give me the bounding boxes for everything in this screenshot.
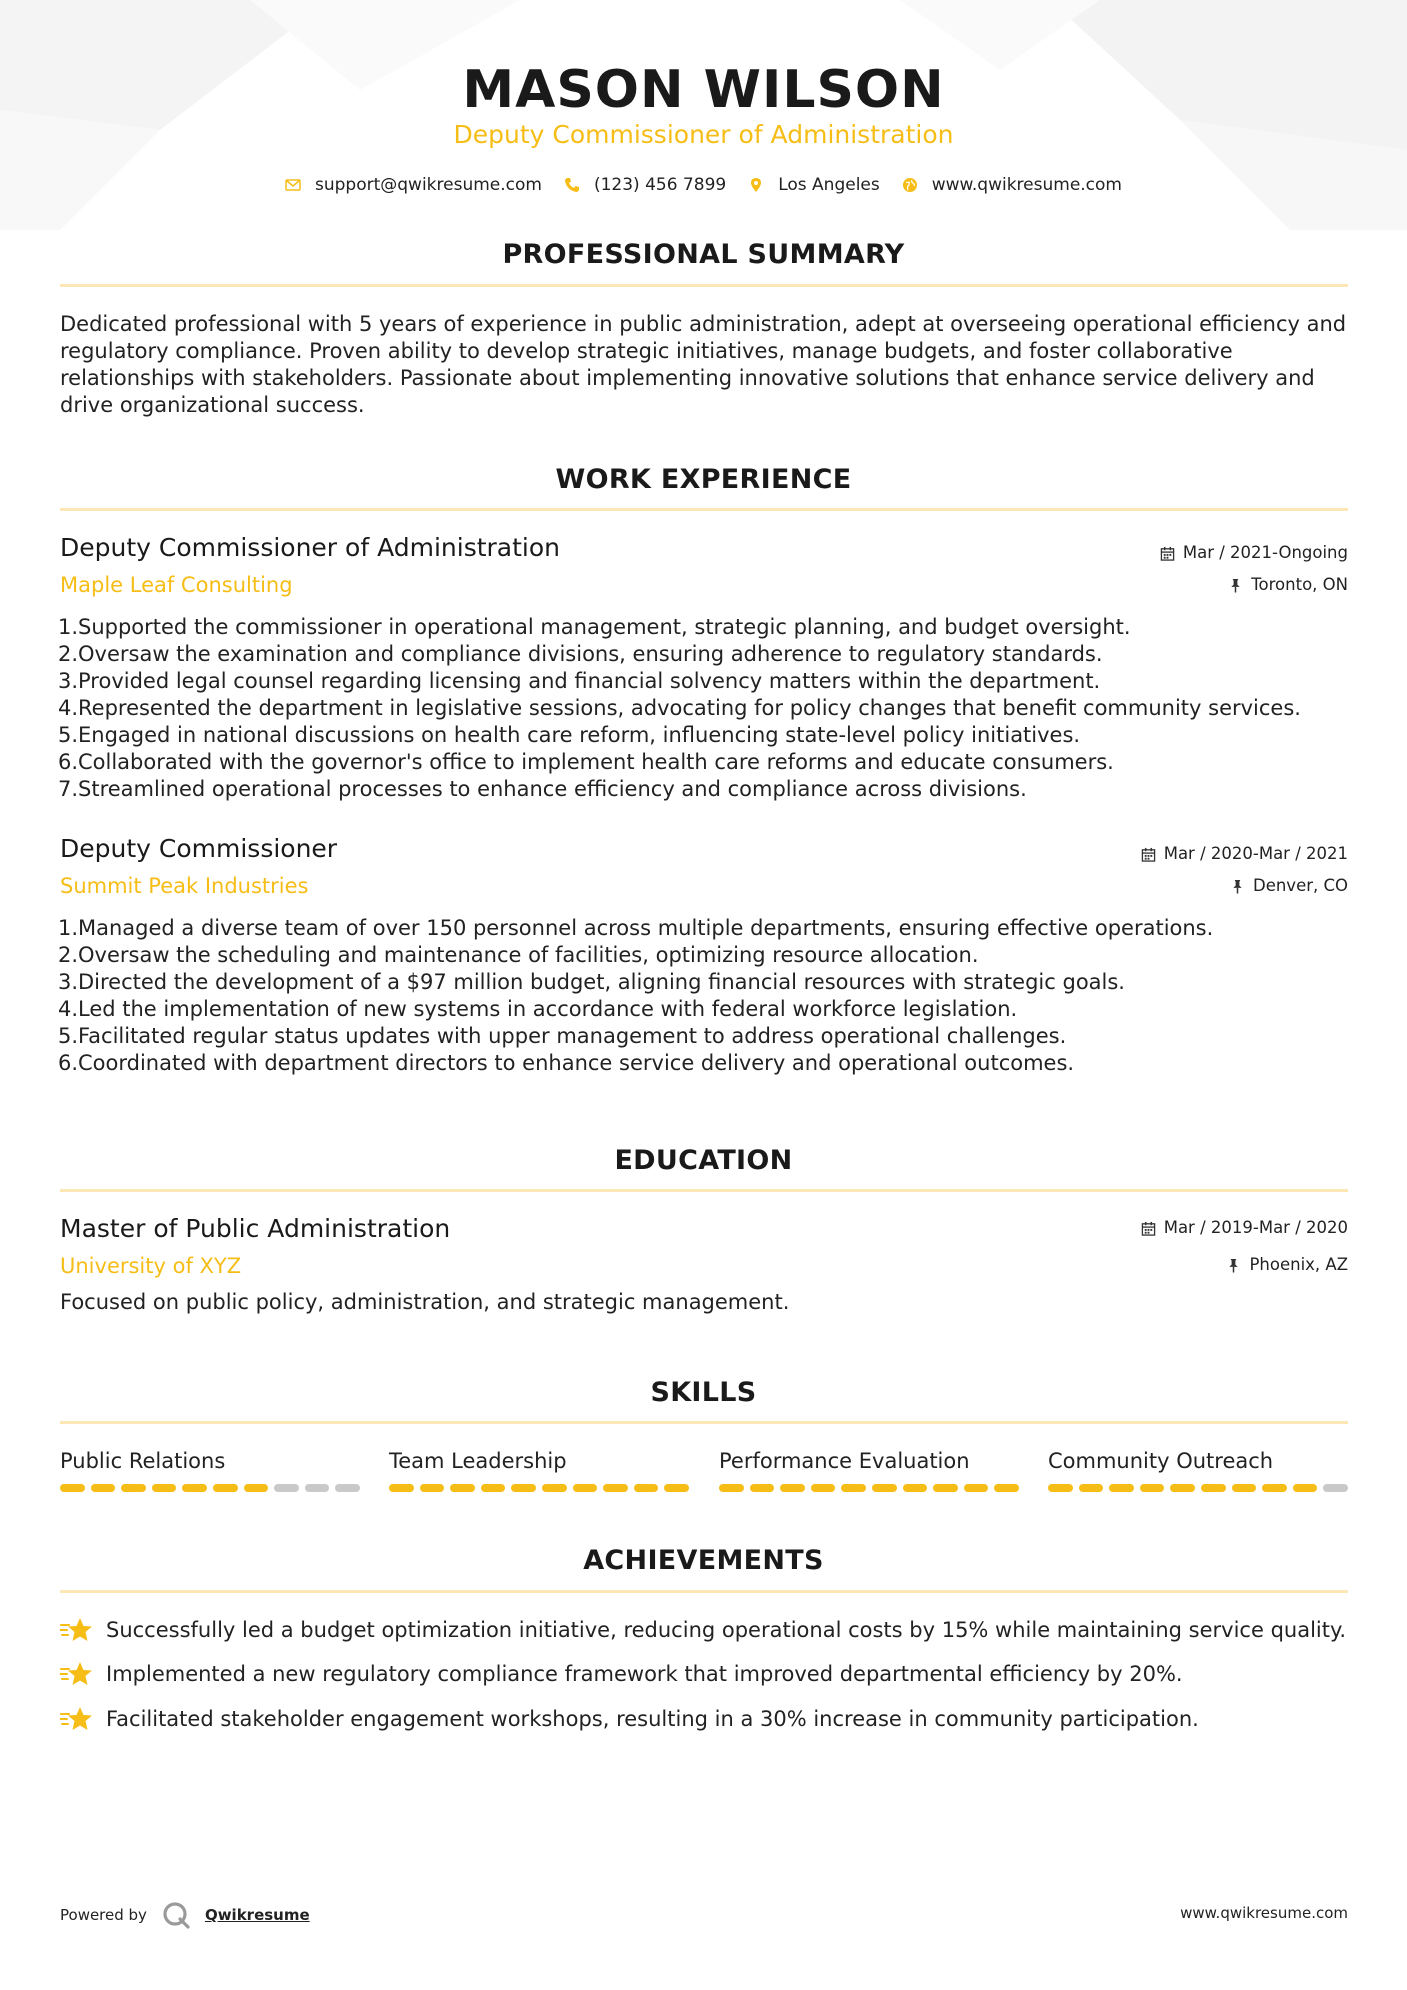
skill-name: Community Outreach (1048, 1449, 1274, 1473)
summary-divider (60, 284, 1348, 287)
envelope-icon (285, 177, 301, 193)
achievement-text: Successfully led a budget optimization initiative, reducing operational costs by 15% while maintaining service quality. (106, 1618, 1347, 1642)
skill-dot (780, 1484, 805, 1492)
skill-dot (1140, 1484, 1165, 1492)
job-dates-text: Mar / 2020-Mar / 2021 (1163, 844, 1348, 863)
job-dates (1160, 541, 1348, 565)
phone-text[interactable]: (123) 456 7899 (593, 175, 727, 195)
job-dates (1141, 842, 1348, 866)
list-item: 2. Oversaw the examination and compliance divisions, ensuring adherence to regulatory standards. (58, 642, 1103, 666)
achievement-item (60, 1659, 1183, 1689)
achievement-item (60, 1704, 1199, 1734)
list-item: 1. Supported the commissioner in operational management, strategic planning, and budget oversight. (58, 615, 1131, 639)
skill-dot (1201, 1484, 1226, 1492)
list-item: 5. Engaged in national discussions on health care reform, influencing state-level policy initiatives. (58, 723, 1081, 747)
location-text: Los Angeles (778, 175, 880, 195)
skill-dot (389, 1484, 414, 1492)
skill-dot (152, 1484, 177, 1492)
job-bullets (58, 614, 1358, 803)
skill-item (719, 1446, 1019, 1492)
education-dates (1141, 1216, 1348, 1240)
contact-bar (0, 170, 1407, 200)
skill-dot (1109, 1484, 1134, 1492)
skill-dot (450, 1484, 475, 1492)
qwikresume-logo-icon[interactable] (161, 1900, 191, 1930)
list-item: 6. Collaborated with the governor's office to implement health care reforms and educate consumers. (58, 750, 1114, 774)
skill-dot (933, 1484, 958, 1492)
contact-location (748, 175, 880, 195)
list-item: 3. Directed the development of a $97 million budget, aligning financial resources with strategic goals. (58, 970, 1125, 994)
calendar-icon (1160, 546, 1175, 561)
skills-heading: SKILLS (650, 1377, 757, 1408)
globe-icon (902, 177, 918, 193)
job-location (1230, 874, 1348, 898)
calendar-icon (1141, 1221, 1156, 1236)
skill-dot (573, 1484, 598, 1492)
skill-dot (91, 1484, 116, 1492)
phone-icon (564, 177, 580, 193)
skill-dot (964, 1484, 989, 1492)
skill-rating (60, 1484, 360, 1492)
pushpin-icon (1228, 578, 1243, 593)
skill-name: Performance Evaluation (719, 1449, 970, 1473)
achievement-item (60, 1615, 1346, 1645)
skill-dot (603, 1484, 628, 1492)
skill-name: Public Relations (60, 1449, 226, 1473)
website-text[interactable]: www.qwikresume.com (931, 175, 1122, 195)
map-pin-icon (748, 177, 764, 193)
job-company: Maple Leaf Consulting (60, 573, 293, 597)
summary-text: Dedicated professional with 5 years of experience in public administration, adept at overseeing operational efficiency and regulatory compliance. Proven ability to develop strategic initiatives, manage budgets, and foster collaborative relationships with stakeholders. Passionate about implementing innovative solutions that enhance service delivery and drive organizational success. (60, 312, 1347, 417)
skill-dot (1170, 1484, 1195, 1492)
skill-item (1048, 1446, 1348, 1492)
list-item: 3. Provided legal counsel regarding licensing and financial solvency matters within the department. (58, 669, 1101, 693)
email-text[interactable]: support@qwikresume.com (315, 175, 542, 195)
qwikresume-link[interactable]: Qwikresume (204, 1906, 310, 1924)
star-icon (60, 1705, 92, 1733)
achievement-text: Implemented a new regulatory compliance framework that improved departmental efficiency by 20%. (106, 1662, 1183, 1686)
job-title: Deputy Commissioner (60, 834, 338, 863)
skill-dot (60, 1484, 85, 1492)
skill-dot (511, 1484, 536, 1492)
contact-website[interactable] (902, 175, 1122, 195)
skill-dot (719, 1484, 744, 1492)
calendar-icon (1141, 847, 1156, 862)
skill-dot (872, 1484, 897, 1492)
job-bullets (58, 915, 1358, 1077)
skill-dot (1232, 1484, 1257, 1492)
job-location (1228, 573, 1348, 597)
pushpin-icon (1230, 879, 1245, 894)
school-name: University of XYZ (60, 1254, 242, 1278)
list-item: 1. Managed a diverse team of over 150 personnel across multiple departments, ensuring effective operations. (58, 916, 1214, 940)
skill-dot (481, 1484, 506, 1492)
skill-dot (1048, 1484, 1073, 1492)
skill-dot (634, 1484, 659, 1492)
contact-email[interactable] (285, 175, 542, 195)
skill-dot (811, 1484, 836, 1492)
education-heading: EDUCATION (614, 1145, 793, 1176)
skill-dot (1293, 1484, 1318, 1492)
job-title: Deputy Commissioner of Administration (60, 533, 561, 562)
skills-divider (60, 1421, 1348, 1424)
skill-dot (244, 1484, 269, 1492)
education-divider (60, 1189, 1348, 1192)
contact-phone[interactable] (564, 175, 726, 195)
skill-dot (664, 1484, 689, 1492)
skill-dot (274, 1484, 299, 1492)
job-location-text: Toronto, ON (1251, 575, 1348, 594)
skill-dot (213, 1484, 238, 1492)
skill-dot (420, 1484, 445, 1492)
skill-dot (994, 1484, 1019, 1492)
footer-url[interactable]: www.qwikresume.com (1180, 1904, 1348, 1922)
job-dates-text: Mar / 2021-Ongoing (1182, 543, 1348, 562)
education-location (1226, 1253, 1348, 1277)
pushpin-icon (1226, 1258, 1241, 1273)
skill-dot (121, 1484, 146, 1492)
degree-title: Master of Public Administration (60, 1214, 451, 1243)
experience-divider (60, 508, 1348, 511)
list-item: 5. Facilitated regular status updates with upper management to address operational challenges. (58, 1024, 1067, 1048)
job-location-text: Denver, CO (1252, 876, 1348, 895)
list-item: 4. Led the implementation of new systems in accordance with federal workforce legislation. (58, 997, 1018, 1021)
skill-dot (335, 1484, 360, 1492)
skill-dot (1262, 1484, 1287, 1492)
education-location-text: Phoenix, AZ (1249, 1255, 1348, 1274)
education-dates-text: Mar / 2019-Mar / 2020 (1163, 1218, 1348, 1237)
candidate-name: MASON WILSON (462, 60, 945, 120)
skill-dot (841, 1484, 866, 1492)
skill-rating (1048, 1484, 1348, 1492)
education-description: Focused on public policy, administration, and strategic management. (60, 1290, 790, 1314)
list-item: 2. Oversaw the scheduling and maintenance of facilities, optimizing resource allocation. (58, 943, 979, 967)
skill-dot (305, 1484, 330, 1492)
skill-rating (389, 1484, 689, 1492)
powered-by-label: Powered by (60, 1906, 147, 1924)
achievements-heading: ACHIEVEMENTS (583, 1545, 824, 1576)
experience-heading: WORK EXPERIENCE (555, 464, 852, 495)
skill-name: Team Leadership (389, 1449, 567, 1473)
footer-powered-by (60, 1900, 310, 1930)
skill-dot (1079, 1484, 1104, 1492)
skill-dot (1323, 1484, 1348, 1492)
skill-dot (903, 1484, 928, 1492)
skill-rating (719, 1484, 1019, 1492)
skill-item (60, 1446, 360, 1492)
skill-item (389, 1446, 689, 1492)
skill-dot (542, 1484, 567, 1492)
list-item: 4. Represented the department in legislative sessions, advocating for policy changes that benefit community services. (58, 696, 1301, 720)
achievement-text: Facilitated stakeholder engagement workshops, resulting in a 30% increase in community participation. (106, 1707, 1199, 1731)
candidate-title: Deputy Commissioner of Administration (453, 120, 954, 149)
skill-dot (182, 1484, 207, 1492)
list-item: 7. Streamlined operational processes to enhance efficiency and compliance across divisions. (58, 777, 1027, 801)
star-icon (60, 1616, 92, 1644)
summary-heading: PROFESSIONAL SUMMARY (502, 239, 905, 270)
job-company: Summit Peak Industries (60, 874, 309, 898)
list-item: 6. Coordinated with department directors to enhance service delivery and operational outcomes. (58, 1051, 1075, 1075)
skill-dot (750, 1484, 775, 1492)
achievements-divider (60, 1590, 1348, 1593)
star-icon (60, 1660, 92, 1688)
